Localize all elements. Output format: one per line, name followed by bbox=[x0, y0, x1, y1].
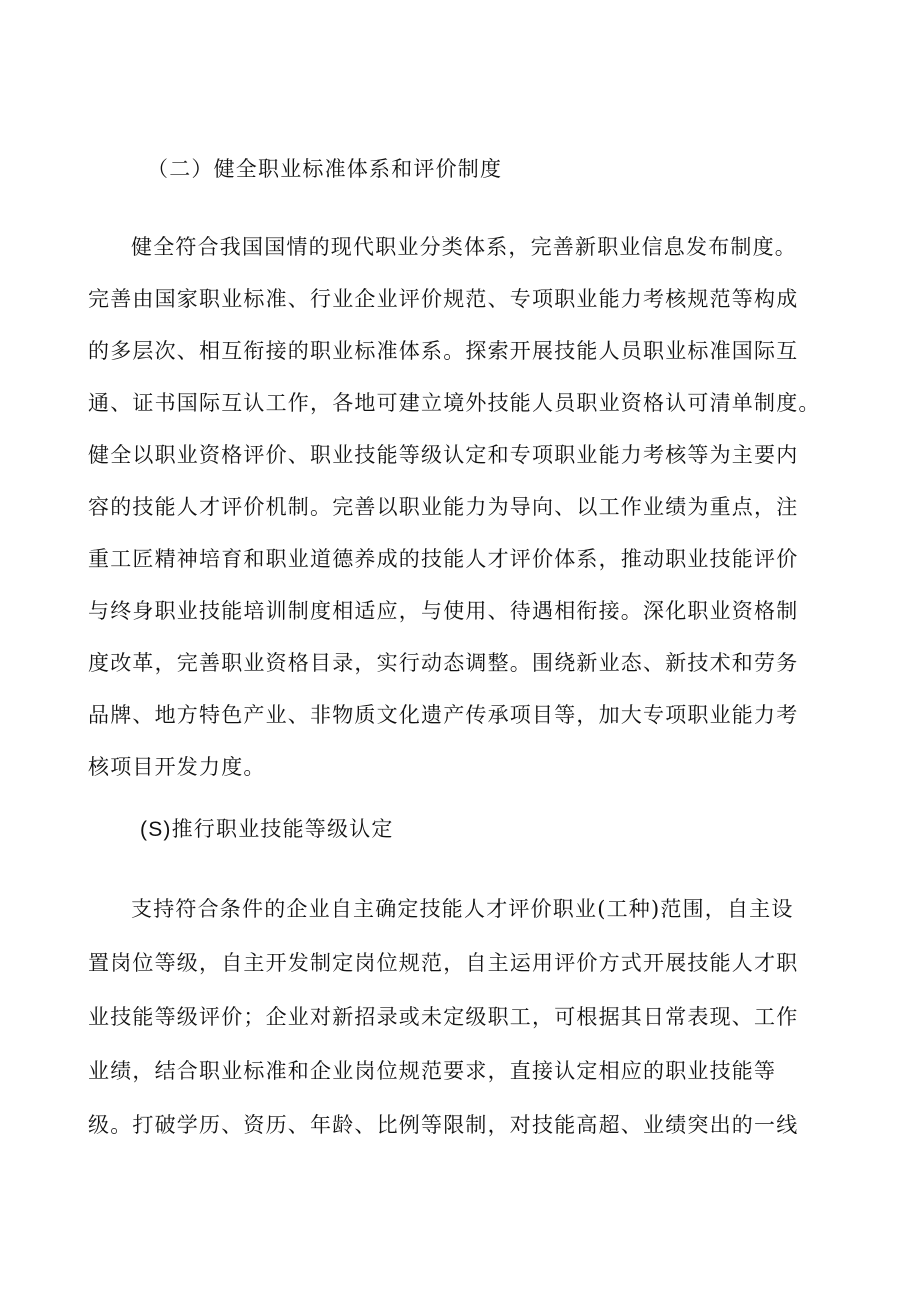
paragraph-line: 健全符合我国国情的现代职业分类体系，完善新职业信息发布制度。 bbox=[131, 235, 797, 259]
section3-heading-prefix: (S) bbox=[140, 818, 172, 841]
paragraph-line: 业技能等级评价；企业对新招录或未定级职工，可根据其日常表现、工作 bbox=[88, 1005, 799, 1029]
paragraph-line: 置岗位等级，自主开发制定岗位规范，自主运用评价方式开展技能人才职 bbox=[88, 951, 799, 975]
paragraph-line: 品牌、地方特色产业、非物质文化遗产传承项目等，加大专项职业能力考 bbox=[88, 703, 799, 727]
paragraph-line: 重工匠精神培育和职业道德养成的技能人才评价体系，推动职业技能评价 bbox=[88, 547, 799, 571]
paragraph-line: 通、证书国际互认工作，各地可建立境外技能人员职业资格认可清单制度。 bbox=[88, 391, 821, 415]
paragraph-line: 级。打破学历、资历、年龄、比例等限制，对技能高超、业绩突出的一线 bbox=[88, 1113, 799, 1137]
paragraph-line: 核项目开发力度。 bbox=[88, 755, 266, 779]
section2-heading: （二）健全职业标准体系和评价制度 bbox=[147, 157, 503, 181]
paragraph-line: 度改革，完善职业资格目录，实行动态调整。围绕新业态、新技术和劳务 bbox=[88, 651, 799, 675]
paragraph-line: 与终身职业技能培训制度相适应，与使用、待遇相衔接。深化职业资格制 bbox=[88, 599, 799, 623]
paragraph-line: 完善由国家职业标准、行业企业评价规范、专项职业能力考核规范等构成 bbox=[88, 287, 799, 311]
section3-heading bbox=[140, 814, 394, 845]
paragraph-line: 支持符合条件的企业自主确定技能人才评价职业(工种)范围，自主设 bbox=[131, 897, 794, 921]
paragraph-line: 容的技能人才评价机制。完善以职业能力为导向、以工作业绩为重点，注 bbox=[88, 495, 799, 519]
section3-heading-text: 推行职业技能等级认定 bbox=[171, 817, 394, 841]
paragraph-line: 的多层次、相互衔接的职业标准体系。探索开展技能人员职业标准国际互 bbox=[88, 339, 799, 363]
paragraph-line: 健全以职业资格评价、职业技能等级认定和专项职业能力考核等为主要内 bbox=[88, 443, 799, 467]
paragraph-line: 业绩，结合职业标准和企业岗位规范要求，直接认定相应的职业技能等 bbox=[88, 1059, 777, 1083]
